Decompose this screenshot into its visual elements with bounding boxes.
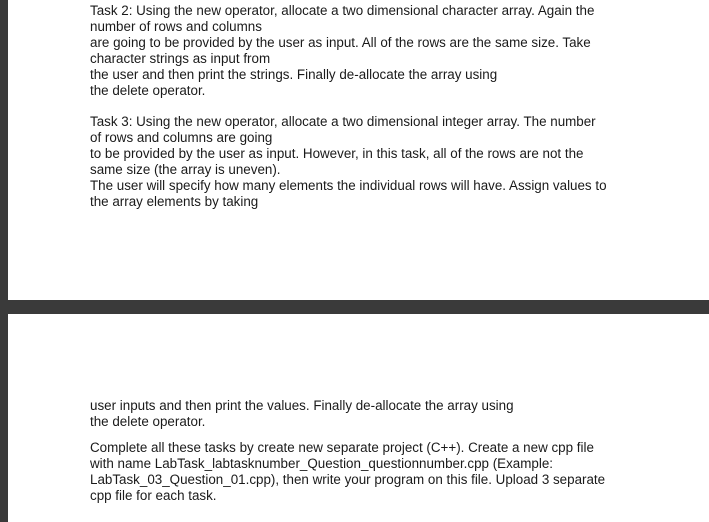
text-line: with name LabTask_labtasknumber_Question_questionnumber.cpp (Example: (90, 456, 553, 471)
task-2-paragraph (90, 3, 650, 99)
text-line: Complete all these tasks by create new separate project (C++). Create a new cpp file (90, 440, 594, 455)
text-line: cpp file for each task. (90, 488, 217, 503)
instructions-paragraph (90, 440, 650, 504)
text-line: to be provided by the user as input. However, in this task, all of the rows are not the (90, 146, 584, 161)
text-line: the array elements by taking (90, 194, 259, 209)
text-line: the delete operator. (90, 83, 206, 98)
text-line: The user will specify how many elements the individual rows will have. Assign values to (90, 178, 607, 193)
text-line: the delete operator. (90, 414, 206, 429)
text-line: character strings as input from (90, 51, 271, 66)
text-line: LabTask_03_Question_01.cpp), then write your program on this file. Upload 3 separate (90, 472, 606, 487)
text-line: Task 2: Using the new operator, allocate a two dimensional character array. Again the (90, 3, 595, 18)
text-line: same size (the array is uneven). (90, 162, 281, 177)
document-page-1 (8, 0, 709, 300)
task-3-paragraph (90, 114, 650, 210)
text-line: the user and then print the strings. Finally de-allocate the array using (90, 67, 498, 82)
document-page-2 (8, 314, 709, 522)
task-3-continuation-paragraph (90, 398, 650, 430)
text-line: user inputs and then print the values. Finally de-allocate the array using (90, 398, 514, 413)
text-line: number of rows and columns (90, 19, 262, 34)
text-line: of rows and columns are going (90, 130, 273, 145)
text-line: are going to be provided by the user as input. All of the rows are the same size. Take (90, 35, 591, 50)
text-line: Task 3: Using the new operator, allocate a two dimensional integer array. The number (90, 114, 596, 129)
